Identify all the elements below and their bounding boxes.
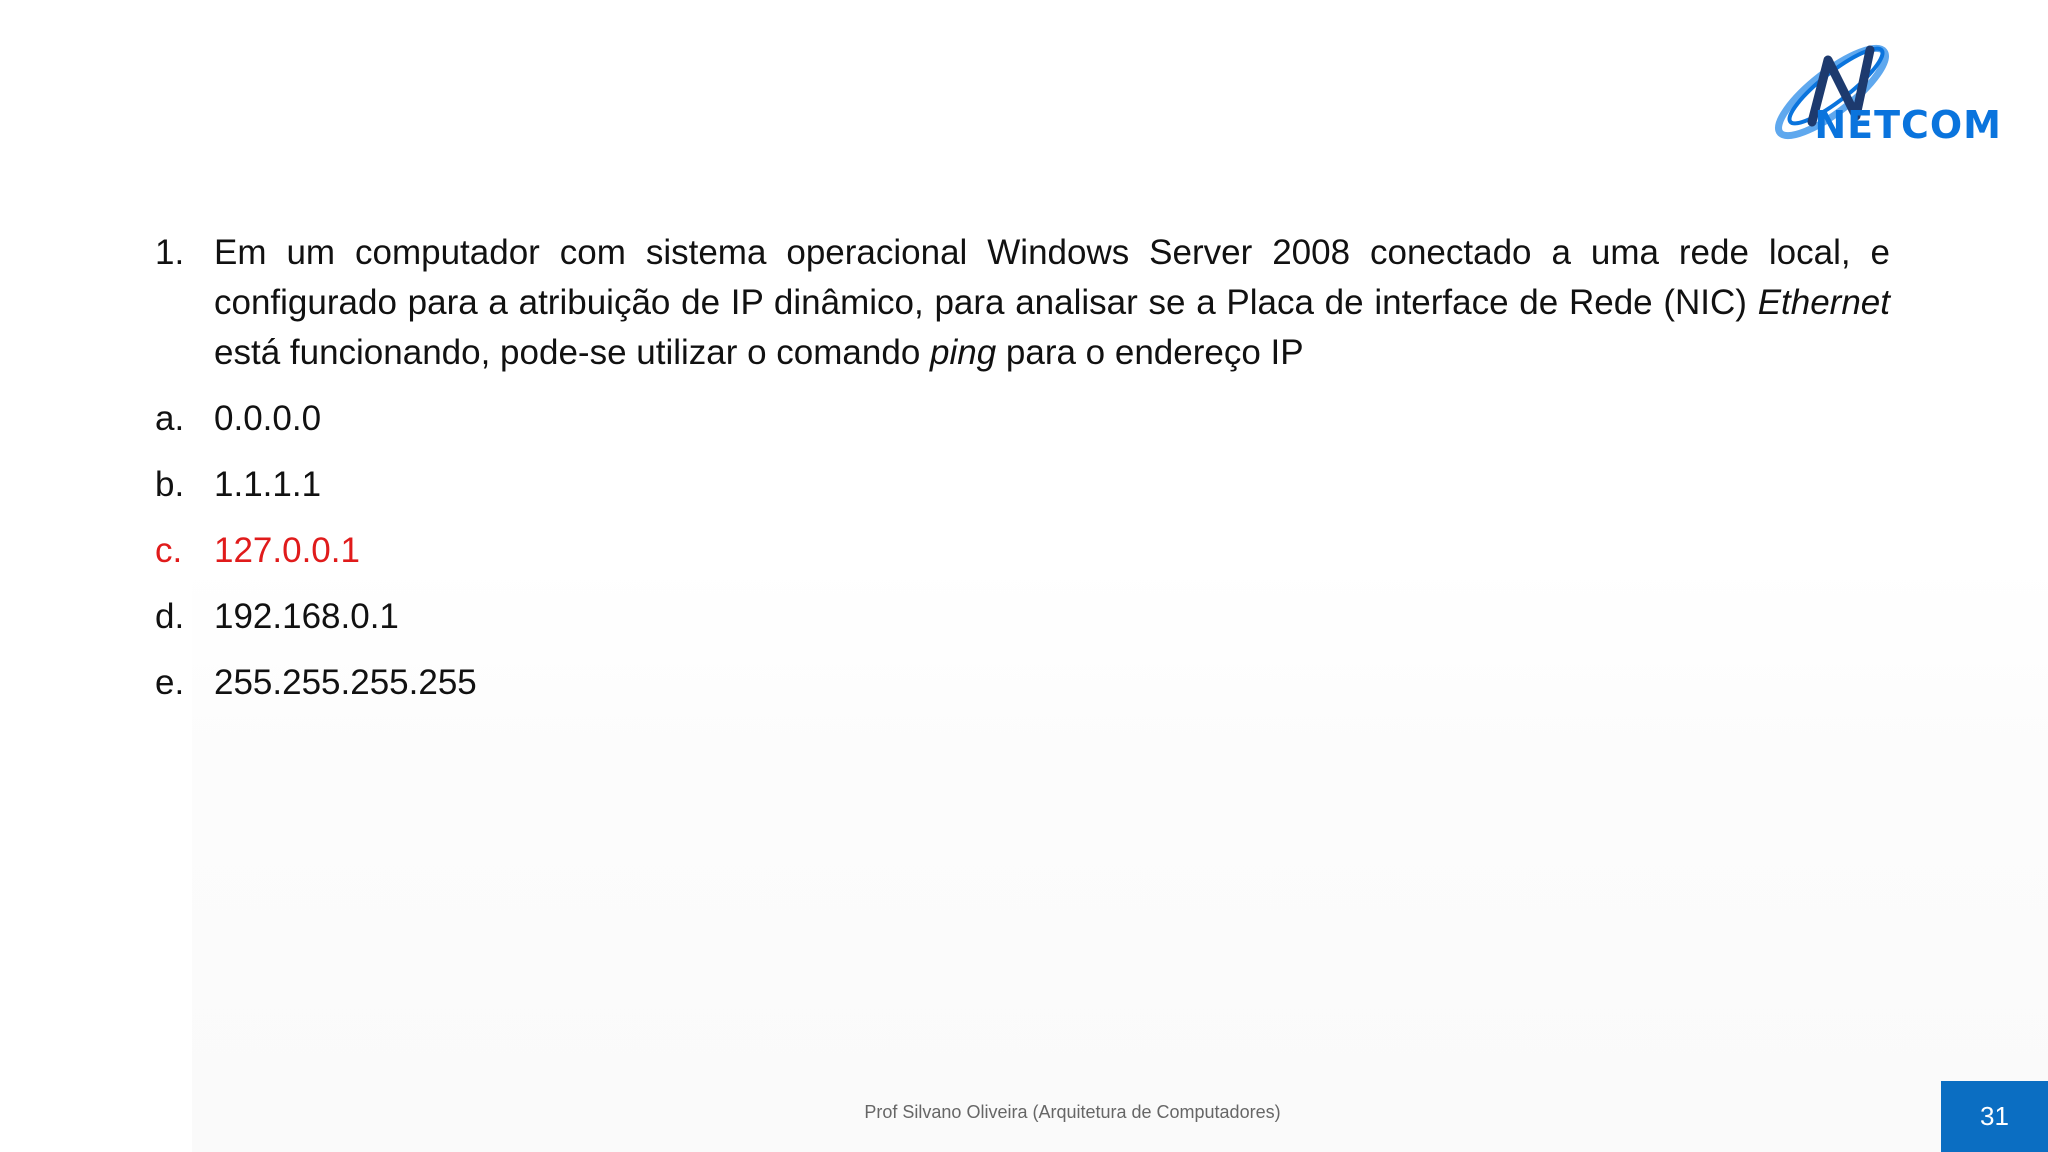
question-text-part-1: Em um computador com sistema operacional Windows Server 2008 conectado a uma rede local, e configurado para a atribuição de IP dinâmico, para analisar se a Placa de interface de Rede (NIC) (214, 233, 1890, 322)
option-b (155, 452, 1055, 518)
option-value: 127.0.0.1 (214, 531, 360, 570)
option-value: 0.0.0.0 (214, 399, 322, 438)
option-letter: c. (155, 531, 183, 570)
logo-wordmark: NETCOM (1814, 103, 2002, 147)
footer-author-text: Prof Silvano Oliveira (Arquitetura de Computadores) (864, 1102, 1281, 1122)
question-term-ethernet: Ethernet (1757, 283, 1890, 322)
question-term-ping: ping (930, 333, 997, 372)
option-e (155, 650, 1055, 716)
question-text-part-2: está funcionando, pode-se utilizar o comando (214, 333, 931, 372)
page-number-badge: 31 (1941, 1081, 2048, 1152)
question-text-part-3: para o endereço IP (996, 333, 1304, 372)
option-value: 192.168.0.1 (214, 597, 399, 636)
option-a (155, 386, 1055, 452)
option-c-correct (155, 518, 1055, 584)
netcom-logo (1770, 30, 2006, 148)
question-number: 1. (155, 233, 185, 272)
answer-options (155, 386, 1055, 716)
question-text (214, 228, 1890, 378)
option-value: 1.1.1.1 (214, 465, 322, 504)
option-letter: d. (155, 597, 185, 636)
option-d (155, 584, 1055, 650)
option-value: 255.255.255.255 (214, 663, 477, 702)
question-block (155, 228, 1890, 378)
option-letter: b. (155, 465, 185, 504)
option-letter: a. (155, 399, 185, 438)
option-letter: e. (155, 663, 185, 702)
